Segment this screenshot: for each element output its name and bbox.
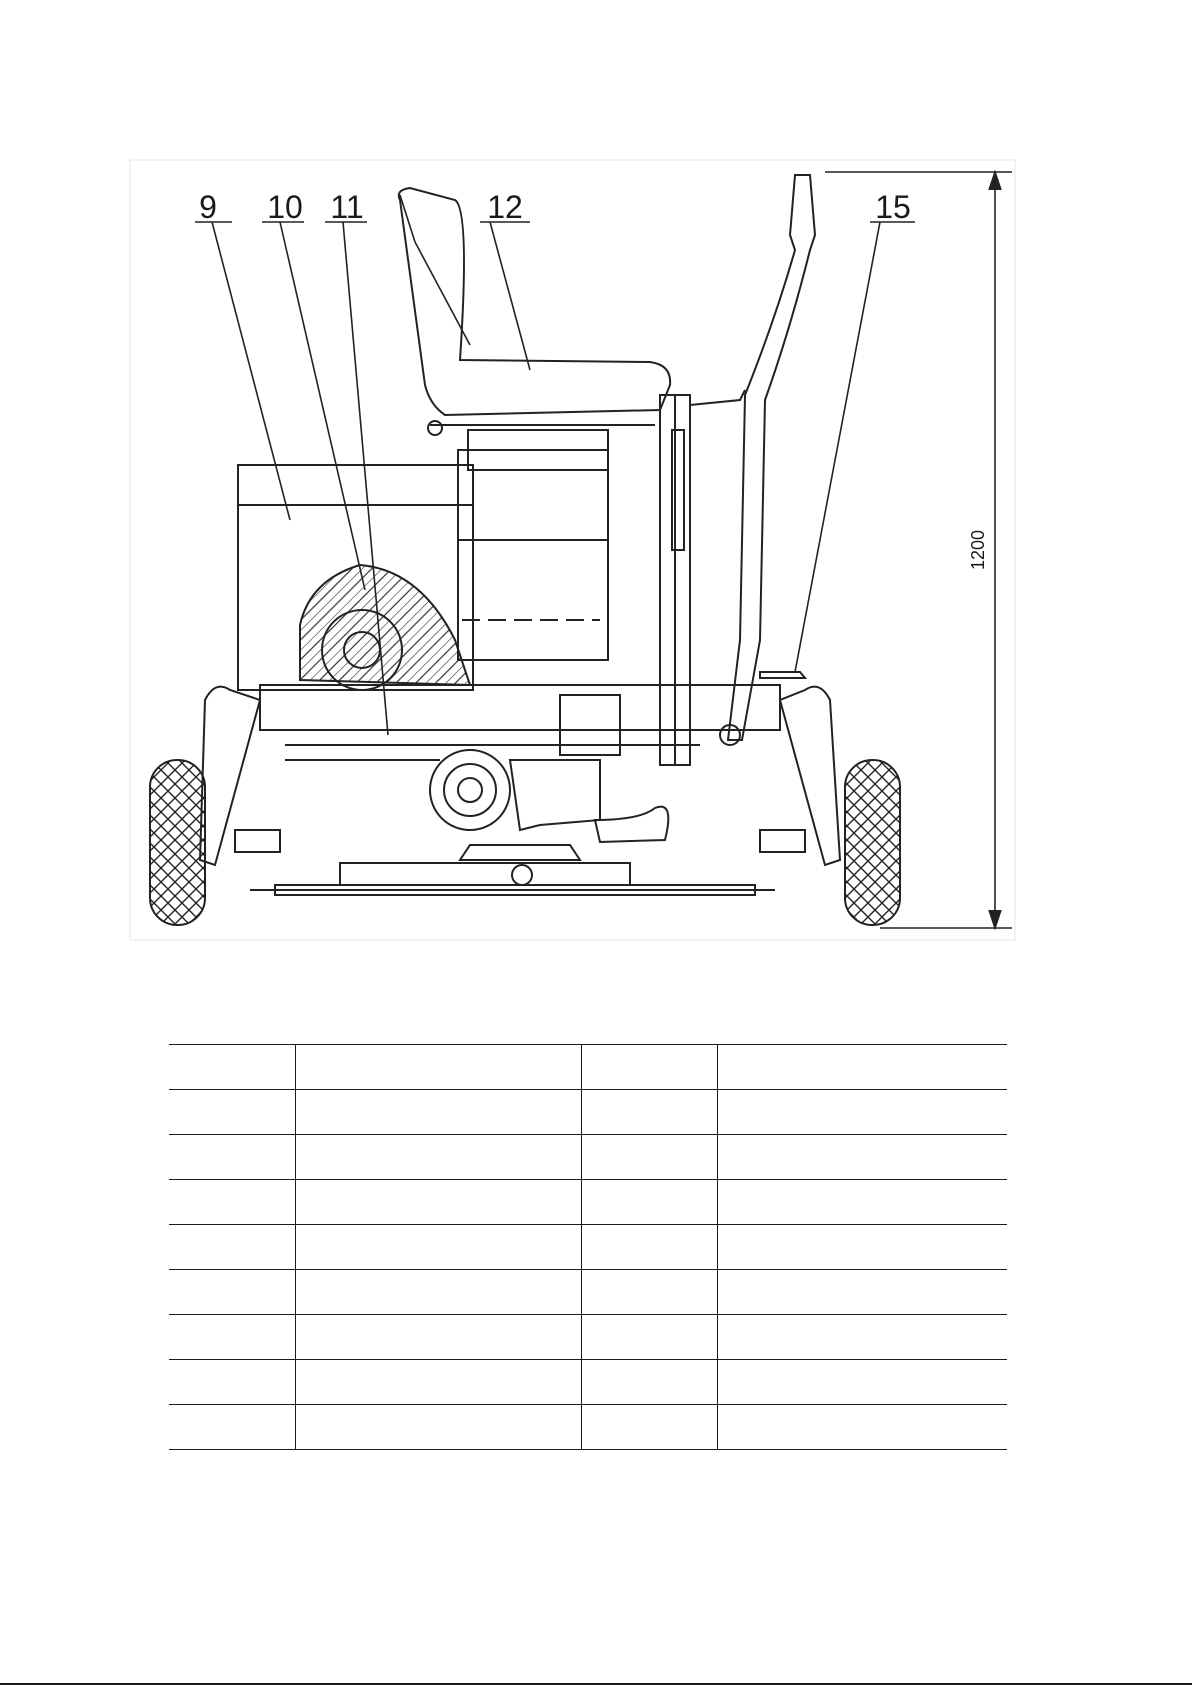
table-cell xyxy=(169,1180,295,1225)
callout-number: 9 xyxy=(199,189,217,225)
table-cell xyxy=(581,1180,717,1225)
table-cell xyxy=(717,1045,1007,1090)
table-row xyxy=(169,1315,1007,1360)
table-cell xyxy=(295,1135,581,1180)
callout-number: 10 xyxy=(267,189,303,225)
table-row xyxy=(169,1270,1007,1315)
table-cell xyxy=(295,1180,581,1225)
table-cell xyxy=(169,1315,295,1360)
left-wheel xyxy=(150,760,205,925)
table-cell xyxy=(295,1405,581,1450)
callout-number: 12 xyxy=(487,189,523,225)
table-cell xyxy=(169,1270,295,1315)
table-cell xyxy=(717,1090,1007,1135)
table-cell xyxy=(581,1315,717,1360)
table-cell xyxy=(717,1315,1007,1360)
table-row xyxy=(169,1360,1007,1405)
callout-number: 15 xyxy=(875,189,911,225)
table-cell xyxy=(581,1405,717,1450)
table-row xyxy=(169,1405,1007,1450)
table-cell xyxy=(581,1045,717,1090)
table-cell xyxy=(717,1225,1007,1270)
table-cell xyxy=(295,1045,581,1090)
table-cell xyxy=(581,1135,717,1180)
table-row xyxy=(169,1180,1007,1225)
table-row xyxy=(169,1090,1007,1135)
table-cell xyxy=(581,1270,717,1315)
table-cell xyxy=(169,1405,295,1450)
table-cell xyxy=(295,1225,581,1270)
table-cell xyxy=(581,1225,717,1270)
table-cell xyxy=(295,1360,581,1405)
dimension-label: 1200 xyxy=(968,529,988,571)
table-cell xyxy=(581,1090,717,1135)
table-cell xyxy=(169,1045,295,1090)
table-cell xyxy=(295,1090,581,1135)
table-cell xyxy=(295,1270,581,1315)
parts-table xyxy=(169,1044,1007,1450)
right-wheel xyxy=(845,760,900,925)
table-cell xyxy=(717,1135,1007,1180)
table-cell xyxy=(717,1360,1007,1405)
table-cell xyxy=(169,1360,295,1405)
table-cell xyxy=(717,1270,1007,1315)
table-cell xyxy=(169,1135,295,1180)
table-row xyxy=(169,1135,1007,1180)
table-cell xyxy=(717,1180,1007,1225)
table-cell xyxy=(581,1360,717,1405)
table-cell xyxy=(295,1315,581,1360)
table-cell xyxy=(169,1225,295,1270)
table-row xyxy=(169,1045,1007,1090)
table-row xyxy=(169,1225,1007,1270)
table-cell xyxy=(169,1090,295,1135)
callout-number: 11 xyxy=(330,189,364,225)
table-cell xyxy=(717,1405,1007,1450)
